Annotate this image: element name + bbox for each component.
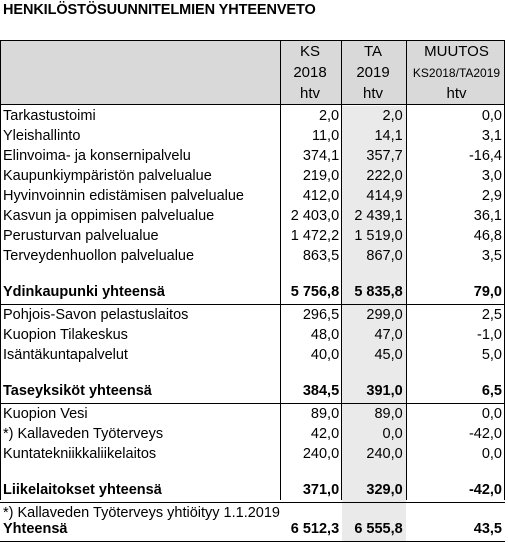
- page-title: HENKILÖSTÖSUUNNITELMIEN YHTEENVETO: [3, 2, 316, 18]
- header-line: 2018: [293, 63, 327, 81]
- table-row: [0, 345, 505, 365]
- value-muutos: -42,0: [406, 478, 505, 503]
- value-ta: 0,0: [342, 424, 406, 444]
- value-ks: 2,0: [318, 108, 340, 124]
- row-label: Kuntatekniikkaliikelaitos: [3, 446, 157, 462]
- value-ta: 391,0: [342, 379, 406, 404]
- value-ks: 48,0: [310, 327, 340, 343]
- value-ks: 2 403,0: [290, 208, 340, 224]
- header-line: htv: [362, 84, 383, 102]
- row-label: Yleishallinto: [3, 128, 81, 144]
- table-row: [0, 166, 505, 186]
- value-muutos: 36,1: [473, 208, 502, 224]
- table-row: [0, 246, 505, 266]
- value-ta: 45,0: [342, 345, 406, 365]
- value-ks: 6 512,3: [279, 517, 343, 542]
- value-ta: 240,0: [342, 444, 406, 464]
- header-line: htv: [446, 84, 467, 102]
- value-ks: 296,5: [302, 307, 340, 323]
- value-muutos: 46,8: [473, 228, 502, 244]
- value-ta: 6 555,8: [342, 517, 406, 542]
- footnote: *) Kallaveden Työterveys yhtiöityy 1.1.2019: [3, 505, 281, 521]
- value-muutos: 43,5: [406, 517, 505, 542]
- table-row: [0, 186, 505, 206]
- table-row: [0, 146, 505, 166]
- spacer-row: [0, 266, 505, 280]
- value-muutos: -1,0: [477, 327, 502, 343]
- value-muutos: 2,9: [481, 188, 502, 204]
- column-header-ks: [281, 41, 339, 104]
- row-label: Kasvun ja oppimisen palvelualue: [3, 208, 215, 224]
- column-divider: [341, 40, 342, 500]
- row-label: Isäntäkuntapalvelut: [3, 347, 128, 363]
- value-ks: 384,5: [279, 379, 343, 404]
- table-row: [0, 206, 505, 226]
- row-label: *) Kallaveden Työterveys: [3, 426, 164, 442]
- value-muutos: 3,0: [481, 168, 502, 184]
- value-ks: 1 472,2: [290, 228, 340, 244]
- value-ta: 222,0: [342, 166, 406, 186]
- value-muutos: 0,0: [481, 108, 502, 124]
- row-label: Elinvoima- ja konsernipalvelu: [3, 148, 191, 164]
- value-muutos: 0,0: [481, 446, 502, 462]
- row-label: Perusturvan palvelualue: [3, 228, 159, 244]
- value-ta: 14,1: [342, 126, 406, 146]
- value-ta: 414,9: [342, 186, 406, 206]
- header-line: KS2018/TA2019: [412, 65, 501, 80]
- value-ks: 240,0: [302, 446, 340, 462]
- total-row: [0, 379, 505, 404]
- value-ta: 867,0: [342, 246, 406, 266]
- value-ks: 371,0: [279, 478, 343, 503]
- spacer-row: [0, 464, 505, 478]
- value-muutos: 6,5: [406, 379, 505, 404]
- column-divider: [406, 40, 407, 500]
- value-ta: 47,0: [342, 325, 406, 345]
- column-header-muutos: [408, 41, 505, 104]
- table-row: [0, 444, 505, 464]
- row-label: Liikelaitokset yhteensä: [0, 478, 279, 503]
- row-label: Terveydenhuollon palvelualue: [3, 248, 195, 264]
- table-row: [0, 404, 505, 425]
- table-row: [0, 424, 505, 444]
- header-line: TA: [363, 42, 383, 60]
- row-label: Kuopion Vesi: [3, 406, 88, 422]
- value-ta: 299,0: [342, 305, 406, 326]
- value-ks: 412,0: [302, 188, 340, 204]
- row-label: Kuopion Tilakeskus: [3, 327, 128, 343]
- value-ta: 357,7: [342, 146, 406, 166]
- value-muutos: 0,0: [481, 406, 502, 422]
- header-line: MUUTOS: [424, 42, 489, 60]
- row-label: Taseyksiköt yhteensä: [0, 379, 279, 404]
- value-ks: 42,0: [310, 426, 340, 442]
- summary-table: [0, 106, 505, 542]
- value-muutos: 79,0: [406, 280, 505, 305]
- value-muutos: 3,1: [481, 128, 502, 144]
- row-label: Hyvinvoinnin edistämisen palvelualue: [3, 188, 244, 204]
- row-label: Pohjois-Savon pelastuslaitos: [3, 307, 189, 323]
- value-ks: 5 756,8: [279, 280, 343, 305]
- value-muutos: 2,5: [481, 307, 502, 323]
- value-ks: 89,0: [310, 406, 340, 422]
- value-ta: 329,0: [342, 478, 406, 503]
- value-ta: 2 439,1: [342, 206, 406, 226]
- value-ta: 5 835,8: [342, 280, 406, 305]
- table-row: [0, 305, 505, 326]
- table-row: [0, 325, 505, 345]
- table-row: [0, 106, 505, 126]
- row-label: Ydinkaupunki yhteensä: [0, 280, 279, 305]
- column-header-ta: [343, 41, 403, 104]
- row-label: Kaupunkiympäristön palvelualue: [3, 168, 212, 184]
- value-ks: 11,0: [311, 128, 340, 144]
- value-ks: 374,1: [302, 148, 340, 164]
- table-header: [0, 40, 505, 105]
- value-ks: 219,0: [302, 168, 340, 184]
- total-row: [0, 280, 505, 305]
- table-row: [0, 226, 505, 246]
- total-row: [0, 478, 505, 503]
- value-muutos: 3,5: [481, 248, 502, 264]
- table-row: [0, 126, 505, 146]
- value-ta: 89,0: [342, 404, 406, 425]
- header-line: 2019: [356, 63, 390, 81]
- value-muutos: -16,4: [468, 148, 502, 164]
- value-ks: 40,0: [310, 347, 340, 363]
- value-muutos: 5,0: [481, 347, 502, 363]
- column-divider: [280, 40, 281, 500]
- value-ta: 1 519,0: [342, 226, 406, 246]
- value-ta: 2,0: [342, 106, 406, 126]
- value-muutos: -42,0: [468, 426, 502, 442]
- header-line: htv: [299, 84, 320, 102]
- spacer-row: [0, 365, 505, 379]
- value-ks: 863,5: [302, 248, 340, 264]
- row-label: Yhteensä: [0, 517, 279, 542]
- row-label: Tarkastustoimi: [3, 108, 96, 124]
- header-line: KS: [299, 42, 320, 60]
